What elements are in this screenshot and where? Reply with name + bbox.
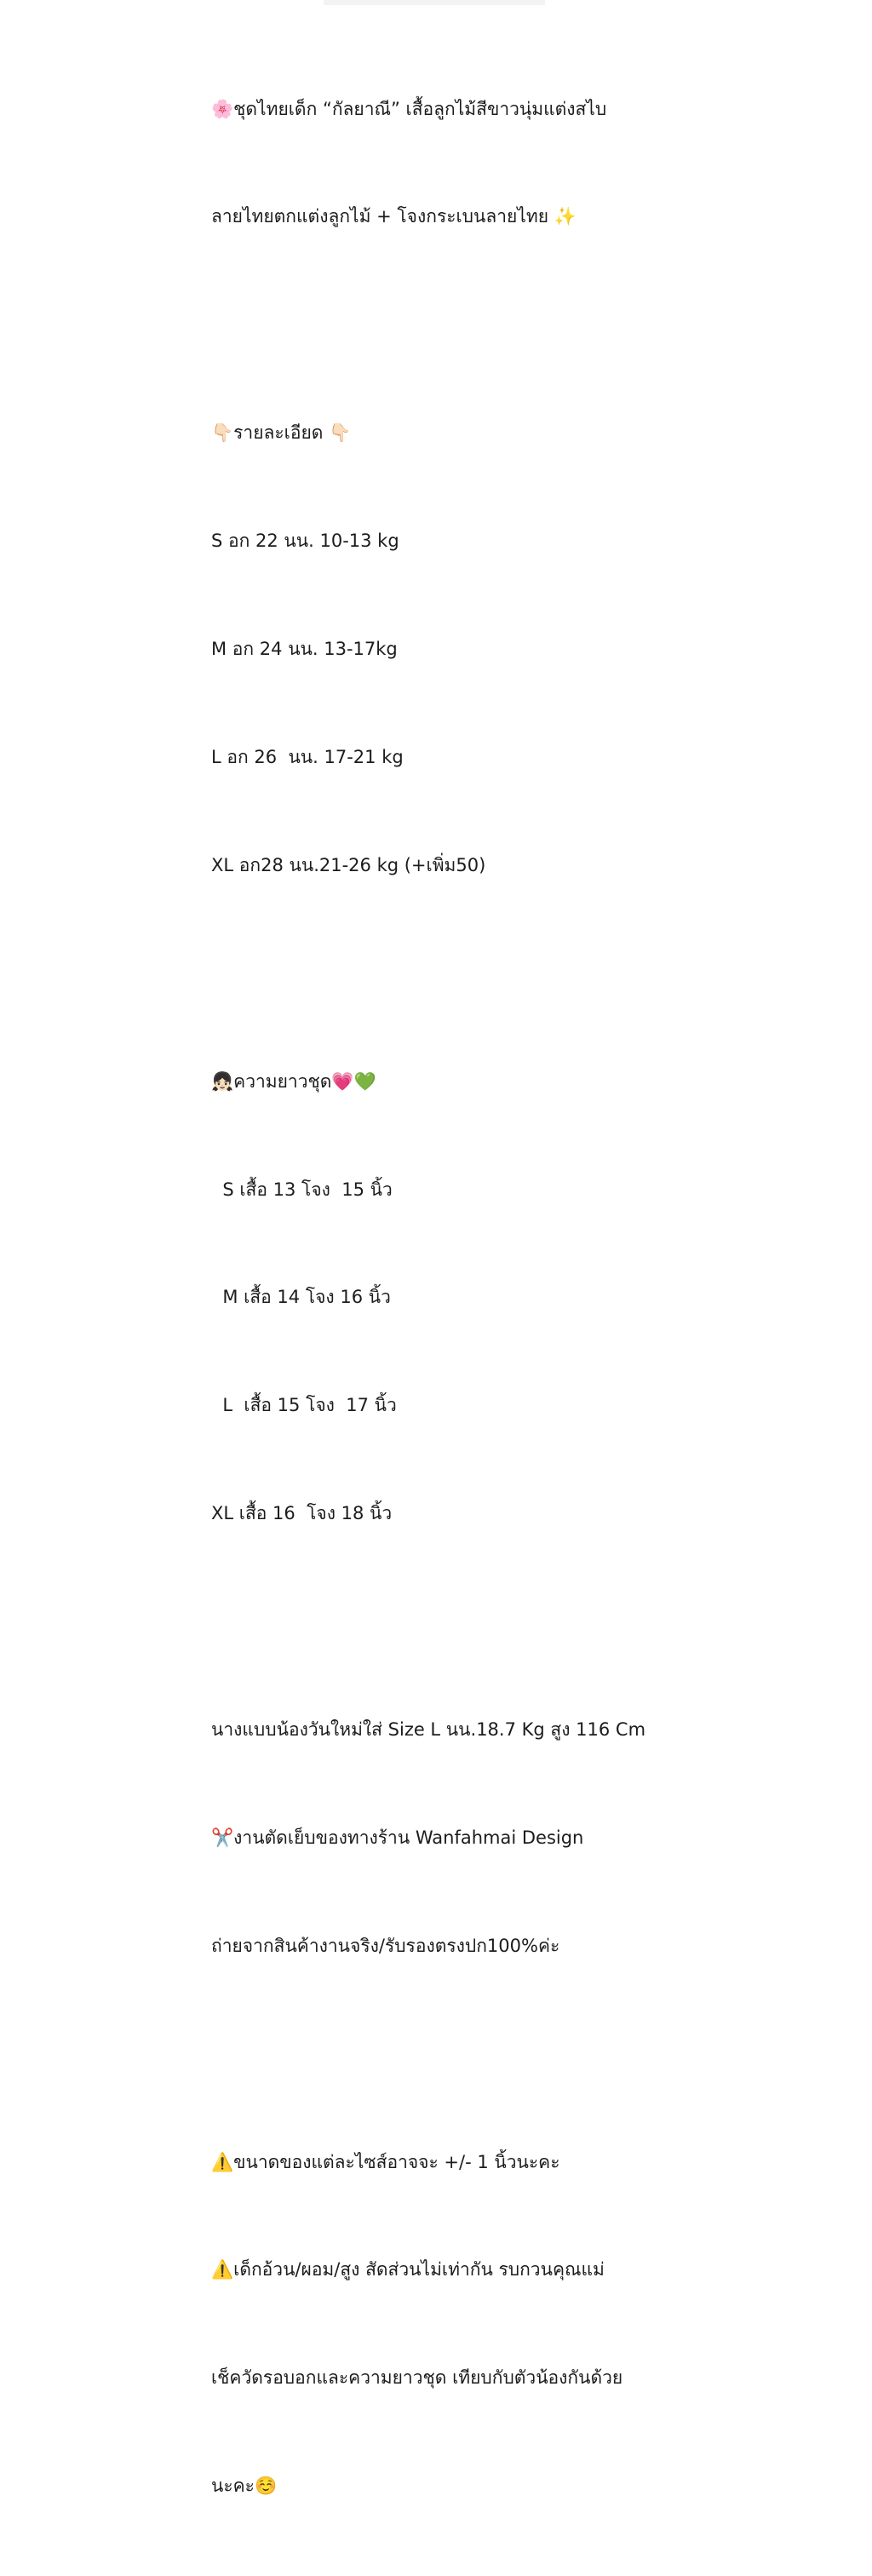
size-xl-chest-weight: XL อก28 นน.21-26 kg (+เพิ่ม50) xyxy=(211,854,486,875)
measure-advice: เช็ควัดรอบอกและความยาวชุด เทียบกับตัวน้องกันด้วย xyxy=(211,2367,623,2389)
title-line-2: ลายไทยตกแต่งลูกไม้ + โจงกระเบนลายไทย ✨ xyxy=(211,206,577,227)
size-s-chest-weight: S อก 22 นน. 10-13 kg xyxy=(211,531,399,552)
title-line-1: 🌸ชุดไทยเด็ก “กัลยาณี” เสื้อลูกไม้สีขาวนุ่มแต่งสไบ xyxy=(211,98,607,119)
top-edge-strip xyxy=(324,0,545,5)
size-s-length: S เสื้อ 13 โจง 15 นิ้ว xyxy=(211,1179,393,1200)
spacer xyxy=(211,2036,688,2072)
spacer xyxy=(211,955,688,991)
warning-body-proportion: ⚠️เด็กอ้วน/ผอม/สูง สัดส่วนไม่เท่ากัน รบกวนคุณแม่ xyxy=(211,2259,605,2281)
real-photo-note: ถ่ายจากสินค้างานจริง/รับรองตรงปก100%ค่ะ xyxy=(211,1935,560,1956)
size-l-length: L เสื้อ 15 โจง 17 นิ้ว xyxy=(211,1395,397,1416)
closing-line: นะคะ☺️ xyxy=(211,2476,278,2497)
size-l-chest-weight: L อก 26 นน. 17-21 kg xyxy=(211,746,404,767)
size-xl-length: XL เสื้อ 16 โจง 18 นิ้ว xyxy=(211,1503,393,1524)
size-m-length: M เสื้อ 14 โจง 16 นิ้ว xyxy=(211,1287,391,1308)
product-description xyxy=(211,19,688,2576)
size-m-chest-weight: M อก 24 นน. 13-17kg xyxy=(211,639,398,660)
spacer xyxy=(211,307,688,342)
length-heading: 👧🏻ความยาวชุด💗💚 xyxy=(211,1070,376,1092)
warning-size-tolerance: ⚠️ขนาดของแต่ละไซส์อาจจะ +/- 1 นิ้วนะคะ xyxy=(211,2151,560,2172)
shop-info: ✂️งานตัดเย็บของทางร้าน Wanfahmai Design xyxy=(211,1827,584,1848)
details-heading: 👇🏻รายละเอียด 👇🏻 xyxy=(211,422,352,444)
spacer xyxy=(211,1604,688,1639)
model-info: นางแบบน้องวันใหม่ใส่ Size L นน.18.7 Kg สูง 116 Cm xyxy=(211,1718,646,1740)
